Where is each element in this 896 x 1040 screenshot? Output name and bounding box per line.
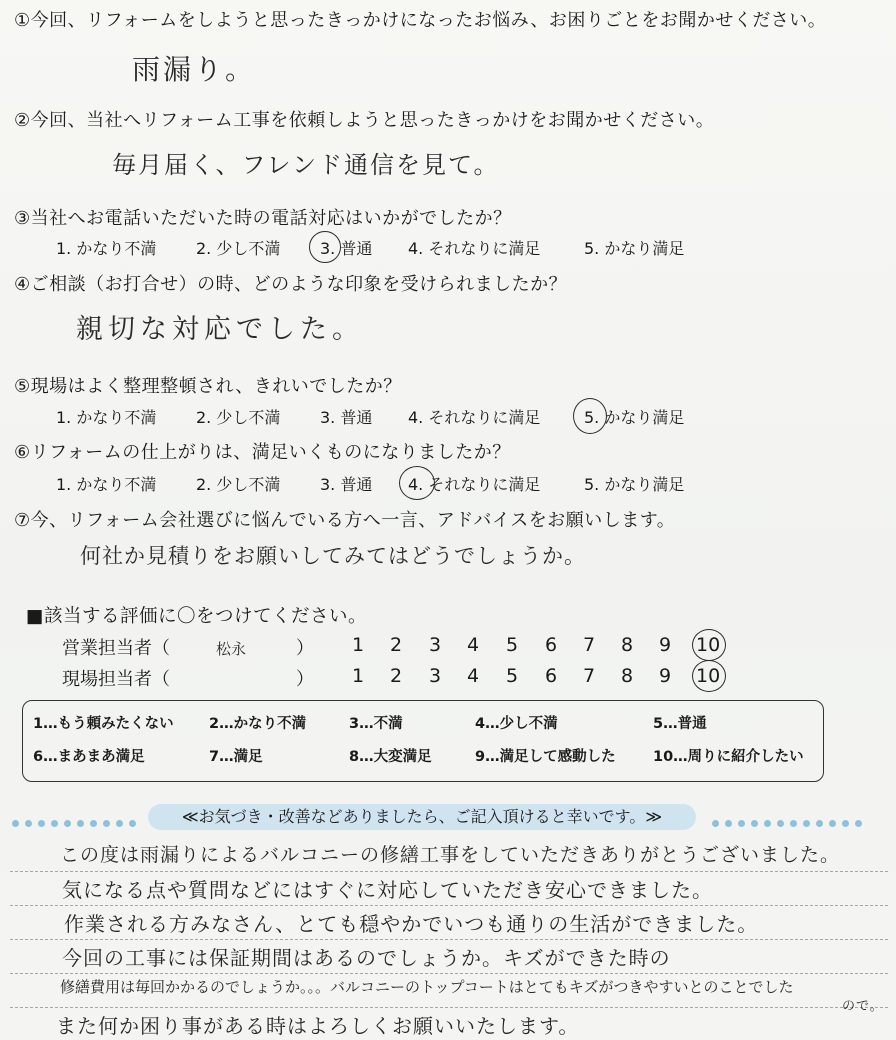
score-3[interactable]: 3 [429,665,442,687]
legend-item: 8…大変満足 [349,749,432,765]
ruled-line [10,905,888,906]
comment-banner: ≪お気づき・改善などありましたら、ご記入頂けると幸いです。≫ [148,804,696,830]
score-5[interactable]: 5 [506,665,519,687]
option-3[interactable]: 3. 普通 [320,408,373,427]
rating-legend [22,700,824,782]
comment-line: 気になる点や質問などにはすぐに対応していただき安心できました。 [62,878,713,902]
legend-item: 1…もう頼みたくない [33,716,174,732]
score-8[interactable]: 8 [621,634,634,656]
site-close-paren: ） [296,669,314,690]
option-5[interactable]: 5. かなり満足 [584,408,685,427]
score-4[interactable]: 4 [467,665,480,687]
question-7: ⑦今、リフォーム会社選びに悩んでいる方へ一言、アドバイスをお願いします。 [14,510,676,531]
legend-item: 9…満足して感動した [475,749,616,765]
rating-heading: ■該当する評価に〇をつけてください。 [26,606,367,627]
option-5[interactable]: 5. かなり満足 [584,239,685,258]
options-q5 [0,405,896,429]
site-rating-row [0,665,896,691]
comment-line: 今回の工事には保証期間はあるのでしょうか。キズができた時の [62,946,671,970]
question-4: ④ご相談（お打合せ）の時、どのような印象を受けられましたか？ [14,274,568,295]
score-6[interactable]: 6 [545,665,558,687]
score-9[interactable]: 9 [659,665,672,687]
question-1: ①今回、リフォームをしようと思ったきっかけになったお悩み、お困りごとをお聞かせください。 [14,10,827,31]
comment-line: 修繕費用は毎回かかるのでしょうか。。。バルコニーのトップコートはとてもキズがつきやすいとのことでした [60,978,794,996]
option-2[interactable]: 2. 少し不満 [196,239,281,258]
decorative-dots-left [12,812,142,824]
options-q3 [0,236,896,260]
sales-close-paren: ） [296,638,314,659]
selection-circle [309,231,341,263]
comment-note: ので。 [842,999,884,1014]
selection-circle [399,466,435,500]
option-1[interactable]: 1. かなり不満 [56,408,157,427]
ruled-line [10,1007,888,1008]
question-3: ③当社へお電話いただいた時の電話対応はいかがでしたか？ [14,208,512,229]
legend-item: 5…普通 [653,716,707,732]
answer-1: 雨漏り。 [132,53,257,86]
score-7[interactable]: 7 [583,634,596,656]
option-3[interactable]: 3. 普通 [320,475,373,494]
selection-circle [573,398,607,434]
score-2[interactable]: 2 [390,634,403,656]
option-1[interactable]: 1. かなり不満 [56,239,157,258]
selection-circle [692,660,726,692]
score-4[interactable]: 4 [467,634,480,656]
question-2: ②今回、当社へリフォーム工事を依頼しようと思ったきっかけをお聞かせください。 [14,110,715,131]
option-1[interactable]: 1. かなり不満 [56,475,157,494]
question-5: ⑤現場はよく整理整頓され、きれいでしたか？ [14,376,402,397]
site-label: 現場担当者（ [62,669,170,690]
decorative-dots-right [712,812,868,824]
legend-item: 4…少し不満 [475,716,558,732]
score-6[interactable]: 6 [545,634,558,656]
sales-rating-row [0,634,896,660]
answer-7: 何社か見積りをお願いしてみてはどうでしょうか。 [80,544,586,568]
score-1[interactable]: 1 [352,665,365,687]
score-7[interactable]: 7 [583,665,596,687]
sales-name: 松永 [216,640,247,658]
option-2[interactable]: 2. 少し不満 [196,408,281,427]
ruled-line [10,973,888,974]
answer-2: 毎月届く、フレンド通信を見て。 [112,151,500,179]
option-5[interactable]: 5. かなり満足 [584,475,685,494]
score-8[interactable]: 8 [621,665,634,687]
ruled-line [10,871,888,872]
legend-item: 10…周りに紹介したい [653,749,804,765]
score-3[interactable]: 3 [429,634,442,656]
sales-label: 営業担当者（ [62,638,170,659]
comment-line: また何か困り事がある時はよろしくお願いいたします。 [56,1014,580,1038]
score-2[interactable]: 2 [390,665,403,687]
score-10[interactable]: 10 [696,634,721,656]
option-2[interactable]: 2. 少し不満 [196,475,281,494]
options-q6 [0,472,896,496]
comment-line: この度は雨漏りによるバルコニーの修繕工事をしていただきありがとうございました。 [60,844,841,866]
legend-item: 2…かなり不満 [209,716,307,732]
option-4[interactable]: 4. それなりに満足 [408,408,541,427]
selection-circle [692,629,726,661]
score-1[interactable]: 1 [352,634,365,656]
option-4[interactable]: 4. それなりに満足 [408,239,541,258]
legend-item: 7…満足 [209,749,263,765]
answer-4: 親切な対応でした。 [76,314,364,345]
score-10[interactable]: 10 [696,665,721,687]
question-6: ⑥リフォームの仕上がりは、満足いくものになりましたか？ [14,442,511,463]
ruled-line [10,939,888,940]
legend-item: 6…まあまあ満足 [33,749,145,765]
score-5[interactable]: 5 [506,634,519,656]
comment-line: 作業される方みなさん、とても穏やかでいつも通りの生活ができました。 [64,912,759,936]
option-4[interactable]: 4. それなりに満足 [408,475,541,494]
option-3[interactable]: 3. 普通 [320,239,373,258]
score-9[interactable]: 9 [659,634,672,656]
legend-item: 3…不満 [349,716,403,732]
